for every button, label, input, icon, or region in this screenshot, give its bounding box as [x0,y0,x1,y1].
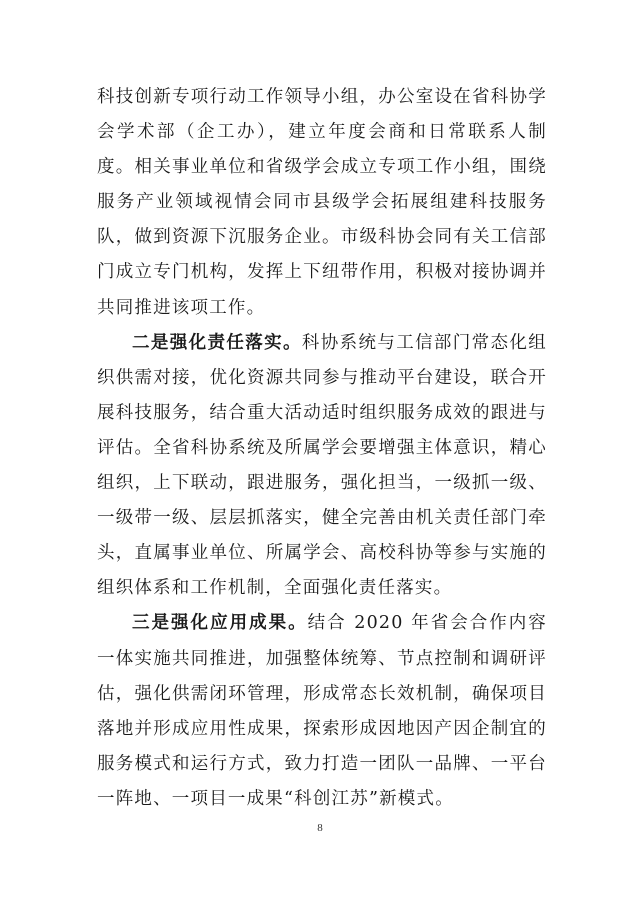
page-number: 8 [317,822,323,834]
paragraph-3-text: 结合 2020 年省会合作内容一体实施共同推进，加强整体统筹、节点控制和调研评估，强化供需闭环管理，形成常态长效机制，确保项目落地并形成应用性成果，探索形成因地因产因企制宜的服务模式和运行方式，致力打造一团队一品牌、一平台一阵地、一项目一成果“科创江苏”新模式。 [97,613,547,809]
paragraph-2-text: 科协系统与工信部门常态化组织供需对接，优化资源共同参与推动平台建设，联合开展科技服务，结合重大活动适时组织服务成效的跟进与评估。全省科协系统及所属学会要增强主体意识，精心组织，上下联动，跟进服务，强化担当，一级抓一级、一级带一级、层层抓落实，健全完善由机关责任部门牵头，直属事业单位、所属学会、高校科协等参与实施的组织体系和工作机制，全面强化责任落实。 [97,332,547,599]
paragraph-2-heading: 二是强化责任落实。 [132,332,302,353]
paragraph-3 [97,606,547,817]
paragraph-2 [97,326,547,607]
paragraph-1-text: 科技创新专项行动工作领导小组，办公室设在省科协学会学术部（企工办），建立年度会商和日常联系人制度。相关事业单位和省级学会成立专项工作小组，围绕服务产业领域视情会同市县级学会拓展组建科技服务队，做到资源下沉服务企业。市级科协会同有关工信部门成立专门机构，发挥上下纽带作用，积极对接协调并共同推进该项工作。 [97,87,547,318]
paragraph-1 [97,80,547,326]
body-text [97,80,547,817]
paragraph-3-heading: 三是强化应用成果。 [132,613,308,634]
